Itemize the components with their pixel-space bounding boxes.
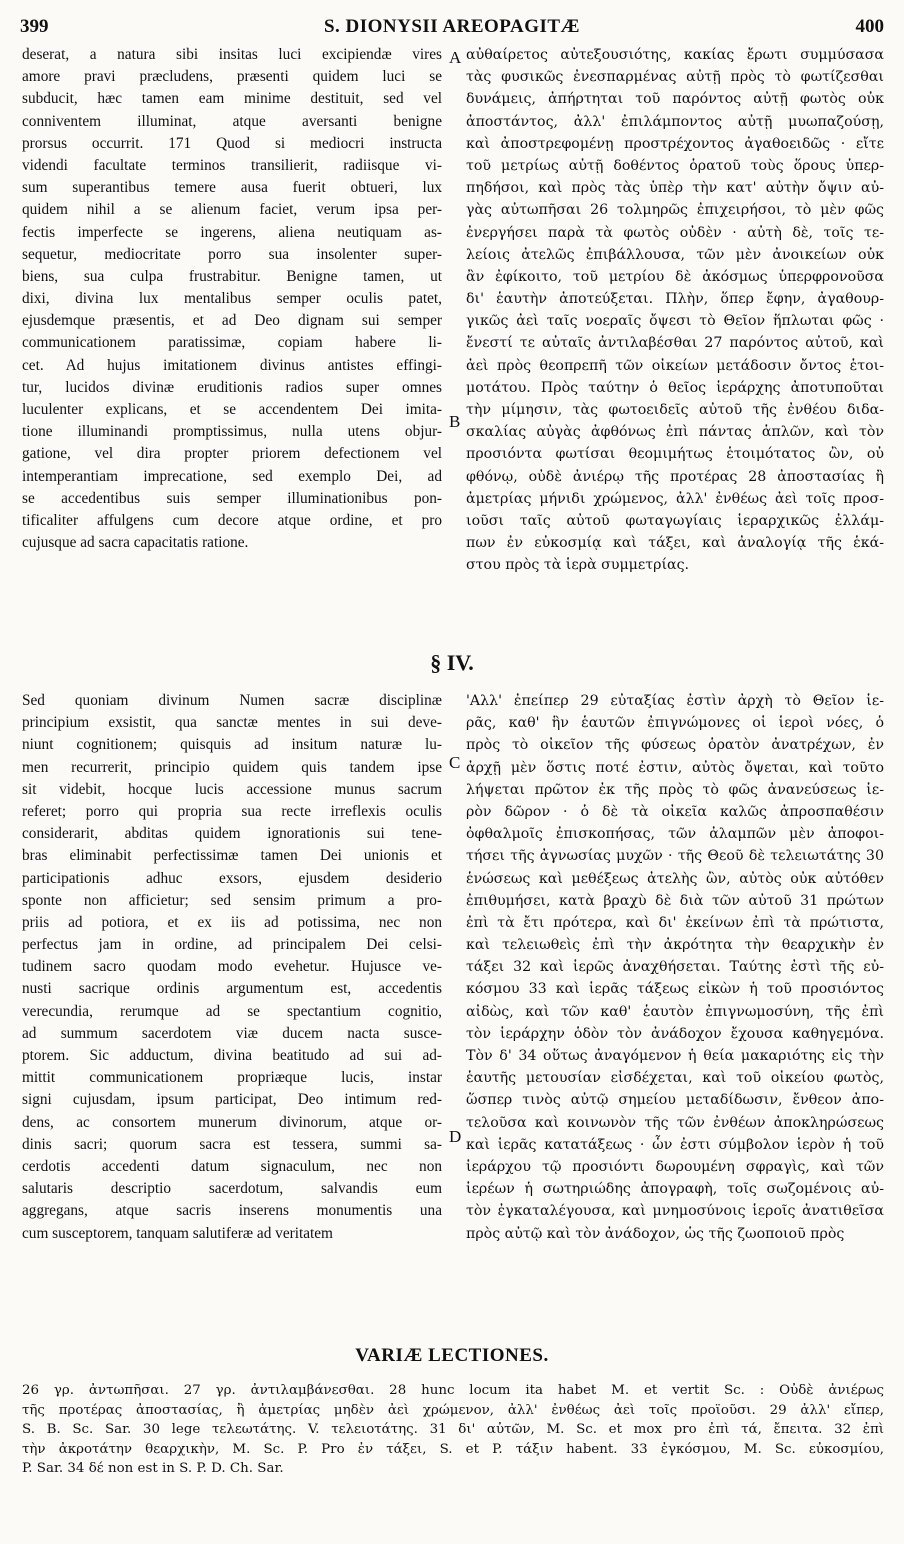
text-line: videndi facultate terminos transilierit, radiisque vi- [22,156,442,174]
text-line: ἔνεστί τε αὐταῖς ἀντιλαβέσθαι 27 παρόντος αὐτοῦ, καὶ [466,335,884,352]
latin-column-lower [22,690,442,1245]
text-line: se accedentibus suis semper illuminationibus pon- [22,489,442,507]
text-line: intemperantiam imprecatione, sed exemplo Dei, ad [22,467,442,485]
text-line: καὶ τελειωθεὶς ἐπὶ τὴν ἀκρότητα τὴν θεαρχικὴν ἐν [466,937,884,954]
text-line: πρὸς αὐτῷ καὶ τὸν ἀνάδοχον, ὡς τῆς ζωοποιοῦ πρὸς [466,1225,845,1242]
text-line: ἐνεργήσει παρὰ τὰ φωτὸς οὐδὲν · αὐτὴ δὲ, τοῖς τε- [466,224,884,241]
text-line: σκαλίας αὐγὰς ἀφθόνως ἐπὶ πάντας ἁπλῶν, καὶ τὸν [466,424,884,441]
text-line: ἀμετρίας μήνιδι χρώμενος, ἀλλ' ἐνθέως ἀεὶ τοῖς προσ- [466,490,884,507]
text-line: προσιόντα φωτίσαι θεομιμήτως ἑτοιμότατος ὢν, οὐ [466,446,884,463]
text-line: τάξει 32 καὶ ἱερῶς ἀναχθήσεται. Ταύτης ἐστὶ τῆς εὐ- [466,959,884,976]
text-line: priis ad potiora, et ex iis ad potissima, nec non [22,913,442,931]
text-line: tudinem sacro quodam modo evehetur. Hujusce ve- [22,958,442,976]
text-line: καὶ ἱερᾶς κατατάξεως · ὧν ἐστι σύμβολον ἱερὸν ἡ τοῦ [466,1136,884,1153]
text-line: κόσμου 33 καὶ ἱερᾶς τάξεως εἰκὼν ἡ τοῦ προσιόντος [466,981,884,998]
text-line: ὀφθαλμοῖς ἐπισκοπήσας, τῶν ἀλαμπῶν μὲν ἀποφοι- [466,826,884,843]
page-number-left: 399 [20,16,49,37]
text-line: αὐθαίρετος αὐτεξουσιότης, κακίας ἔρωτι συμμύσασα [466,47,884,63]
text-line: conniventem illuminat, atque aversanti benigne [22,112,442,130]
text-line: considerarit, abditas quidem ignorationis sui tene- [22,825,442,843]
note-line: τὴν ἀκροτάτην θεαρχικὴν, M. Sc. P. Pro ἐν τάξει, S. et P. τάξιν habent. 33 ἐγκόσμου, M. Sc. εὐκοσμίου, [22,1441,884,1457]
text-line: ἱεράρχου τῷ προσιόντι δωρουμένη σφραγὶς, καὶ τῶν [466,1158,884,1175]
text-line: deserat, a natura sibi insitas luci excipiendæ vires [22,46,442,63]
text-line: στου πρὸς τὰ ἱερὰ συμμετρίας. [466,557,690,574]
text-line: μοτάτου. Πρὸς ταύτην ὁ θεῖος ἱεράρχης ἀποτυποῦται [466,379,884,396]
note-line: S. B. Sc. Sar. 30 lege τελεωτάτης. V. τελειοτάτης. 31 δι' αὐτῶν, M. Sc. et mox pro ἐπὶ τά, ἔπειτα. 32 ἐπὶ [22,1422,884,1438]
text-line: sequetur, mediocritate porro sua insolenter super- [22,245,442,263]
text-line: τὰς φυσικῶς ἐνεσπαρμένας αὐτῇ πρὸς τὸ φωτίζεσθαι [466,69,884,86]
margin-marker-d: D [449,1127,462,1146]
text-line: signi cujusdam, ipsum participat, Deo intimum red- [22,1091,442,1109]
text-line: cum susceptorem, tanquam salutiferæ ad veritatem [22,1224,333,1242]
text-line: λήψεται πρῶτον ἐκ τῆς πρὸς τὸ φῶς ἀνανεύσεως ἱε- [466,781,884,798]
text-line: salutaris descriptio sacerdotum, salvandis eum [22,1180,442,1198]
text-line: ἑαυτῆς μετουσίαν εἰσδέχεται, καὶ τοῦ οἰκείου φωτὸς, [466,1070,884,1087]
text-line: ἀεὶ πρὸς θεοπρεπῆ τῶν οἰκείων μετάδοσιν ὄντος ἑτοι- [466,357,884,374]
text-line: πων ἐν εὐκοσμίᾳ καὶ τάξει, καὶ ἀναλογίᾳ τῆς ἑκά- [466,535,884,552]
text-line: ρὸν δῶρον · ὁ δὲ τὰ οἰκεῖα καλῶς ἀπροσπαθέσιν [466,803,884,820]
text-line: τὴν μίμησιν, τὰς φωτοειδεῖς αὐτοῦ τῆς ἐνθέου διδα- [466,402,884,418]
text-line: prorsus occurrit. 171 Quod si mediocri instructa [22,134,442,152]
text-line: aggregans, atque sacris inserens monumentis una [22,1202,442,1220]
text-line: referet; porro qui propria sua recte irreflexis oculis [22,802,442,820]
text-line: niunt cognitionem; quisquis ad insitum naturæ lu- [22,736,442,754]
variae-lectiones-notes [22,1381,884,1479]
running-title: S. DIONYSII AREOPAGITÆ [323,16,581,37]
text-line: τελοῦσα καὶ κοινωνὸν τῆς τῶν ἐνθέων ἀποκληρώσεως [466,1114,884,1131]
text-line: gatione, vel dira propter priorem defectionem vel [22,445,442,463]
text-line: Sed quoniam divinum Numen sacræ disciplinæ [22,692,442,709]
text-line: ἐπὶ τὰ ἔτι πρότερα, καὶ δι' ἐκείνων ἐπὶ τὰ πρώτιστα, [466,914,884,931]
page-number-right: 400 [855,16,884,37]
text-line: verecundia, rerumque ad se spectantium cognitio, [22,1002,442,1020]
note-line: τῆς προτέρας ἀποστασίας, ἢ ἀμετρίας μηδὲν ἀεὶ χρώμενον, ἀλλ' ἐνθέως ἀεὶ τοῖς προϊοῦσι. 29 ἀλλ' εἴπερ, [22,1402,884,1418]
text-line: tur, lucidos divinæ eruditionis radios super omnes [22,378,442,396]
text-line: τήσει τῆς ἀγνωσίας μυχῶν · τῆς Θεοῦ δὲ τελειωτάτης 30 [466,848,884,865]
text-line: dixi, divina lux mentalibus semper oculis patet, [22,290,442,308]
text-line: communicationem paratissimæ, copiam habere li- [22,334,442,352]
text-line: τοῦ μετρίως αὐτῇ δοθέντος ὁρατοῦ τοὺς ὅρους ὑπερ- [466,157,884,174]
text-line: quidem nihil a se alienum faciet, verum ipsa per- [22,201,442,219]
note-line: P. Sar. 34 δέ non est in S. P. D. Ch. Sar. [22,1461,284,1477]
running-header [20,16,884,42]
text-line: φθόνῳ, οὐδὲ ἀνιέρῳ τῆς προτέρας 28 ἀποστασίας ἢ [466,468,884,485]
greek-column-upper [466,44,884,577]
text-line: δι' ἑαυτὴν ἀποτεύξεται. Πλὴν, ὅπερ ἔφην, ἀγαθουρ- [466,291,884,308]
text-line: sponte non afficietur; sed sensim primum a pro- [22,891,442,909]
text-line: τὸν ἱεράρχην ὁδὸν τὸν ἀνάδοχον ἔχουσα καθηγεμόνα. [466,1025,884,1042]
text-line: ad summum sacerdotem viæ ducem nacta susce- [22,1024,442,1042]
note-line: 26 γρ. ἀντωπῆσαι. 27 γρ. ἀντιλαμβάνεσθαι. 28 hunc locum ita habet M. et vertit Sc. : Οὐδὲ ἀνιέρως [22,1383,884,1398]
text-line: ἐπιθυμήσει, κατὰ βραχὺ δὲ διὰ τῶν αὐτοῦ 31 πρώτων [466,892,884,909]
text-line: ἀρχῇ μὲν ὅστις ποτέ ἐστιν, αὐτὸς ὄψεται, καὶ τοῦτο [466,759,884,776]
text-line: ἱερέων ἡ σωτηριώδης ἀπογραφὴ, τοῖς σωζομένοις αὐ- [466,1181,884,1198]
text-line: ἀποστάντος, ἀλλ' ἐπιλάμποντος αὐτῇ μυωπαζούσῃ, [466,113,884,130]
text-line: λείοις ἀτελῶς ἐπιβάλλουσα, τῶν μὲν ἀνοικείων οὐκ [466,246,884,263]
section-heading: § IV. [430,650,474,675]
text-line: πρὸς τὸ οἰκεῖον τῆς φύσεως ὁρατὸν ἀνατρέχων, ἐν [466,737,884,754]
text-line: dinis sacri; quorum sacra est tessera, summi sa- [22,1135,442,1153]
text-line: cerdotis accedenti datum signaculum, nec non [22,1157,442,1175]
text-line: πηδήσοι, καὶ πρὸς τὰς ὑπὲρ τὴν κατ' αὐτὴν ὄψιν αὐ- [466,180,884,197]
margin-marker-c: C [449,753,461,772]
text-line: sum superantibus temere ausa fuerit obtueri, lux [22,179,442,197]
text-line: subducit, hæc tamen eam minime destituit, sed vel [22,90,442,108]
latin-column-upper [22,44,442,554]
text-line: δυνάμεις, ἀπήρτηται τοῦ παρόντος αὐτῇ φωτὸς οὐκ [466,91,884,108]
text-line: fectis imperfecte se ingerens, aliena neutiquam as- [22,223,442,241]
text-line: ejusdemque præsentis, et ad Deo dignam sui semper [22,312,442,330]
text-line: sit videbit, hocque lucis accessione munus sacrum [22,780,442,798]
text-line: perfectus jam in ordine, ad principalem Dei celsi- [22,936,442,954]
text-line: luculenter explicans, et se accendentem Dei imita- [22,401,442,418]
text-line: ρᾶς, καθ' ἣν ἑαυτῶν ἐπιγνώμονες οἱ ἱεροὶ νόες, ὁ [466,715,884,732]
text-line: ἂν ἐφίκοιτο, τοῦ μετρίου δὲ ἀκόσμως ὑπερφρονοῦσα [466,268,884,285]
text-line: participationis adhuc exsors, ejusdem desiderio [22,869,442,887]
text-line: γικῶς ἀεὶ ταῖς νοεραῖς ὄψεσι τὸ Θεῖον ἥπλωται φῶς · [466,313,884,330]
text-line: mittit communicationem propriæque lucis, instar [22,1069,442,1087]
text-line: men recurrerit, principio quidem quis tandem ipse [22,758,442,776]
text-line: γὰς αὐτωπῆσαι 26 τολμηρῶς ἐπιχειρήσοι, τὸ μὲν φῶς [466,202,884,219]
variae-lectiones-title: VARIÆ LECTIONES. [355,1345,549,1366]
greek-column-lower [466,690,884,1245]
text-line: nusti sacrique ordinis argumentum est, accedentis [22,980,442,998]
text-line: amore pravi præcludens, præsenti quidem luci se [22,68,442,86]
text-line: tificaliter affulgens cum decore atque ordine, et pro [22,511,442,529]
text-line: principium exsistit, qua sanctæ mentes in sui deve- [22,714,442,732]
text-line: bras eliminabit perfectissimæ tamen Dei unionis et [22,847,442,865]
text-line: ιοῦσι ταῖς αὐτοῦ φωταγωγίαις ἱεραρχικῶς ἐλλάμ- [466,512,884,529]
text-line: ptorem. Sic adductum, divina beatitudo ad sui ad- [22,1047,442,1064]
text-line: τὸν ἐγκαταλέγουσα, καὶ μνημοσύνοις ἱεροῖς ἀνατιθεῖσα [466,1203,884,1220]
text-line: αἰδὼς, καὶ τῶν καθ' ἑαυτὸν ἐπιγνωμοσύνη, τῆς ἐπὶ [466,1003,884,1020]
text-line: καὶ ἀποστρεφομένῃ προστρέχοντος ἀγαθοειδῶς · εἴτε [466,135,884,152]
text-line: 'Αλλ' ἐπείπερ 29 εὐταξίας ἐστὶν ἀρχὴ τὸ Θεῖον ἱε- [466,693,884,709]
text-line: ὥσπερ τινὸς αὐτῷ σημείου μεταδίδωσιν, ἔνθεον ἀπο- [466,1092,884,1109]
text-line: tione illuminandi promptissimus, nulla utens objur- [22,423,442,441]
margin-marker-b: B [449,412,461,431]
margin-marker-a: A [449,48,462,67]
text-line: dens, ac consortem munerum divinorum, atque or- [22,1113,442,1131]
text-line: cujusque ad sacra capacitatis ratione. [22,534,249,552]
text-line: Τὸν δ' 34 οὕτως ἀναγόμενον ἡ θεία μακαριότης εἰς τὴν [466,1048,884,1064]
text-line: cet. Ad hujus imitationem divinus antistes effingi- [22,356,442,374]
text-line: biens, sua culpa frustrabitur. Benigne tamen, ut [22,267,442,285]
text-line: ἑνώσεως καὶ μεθέξεως ἀτελὴς ὢν, αὐτὸς οὐκ αὐτόθεν [466,870,884,887]
